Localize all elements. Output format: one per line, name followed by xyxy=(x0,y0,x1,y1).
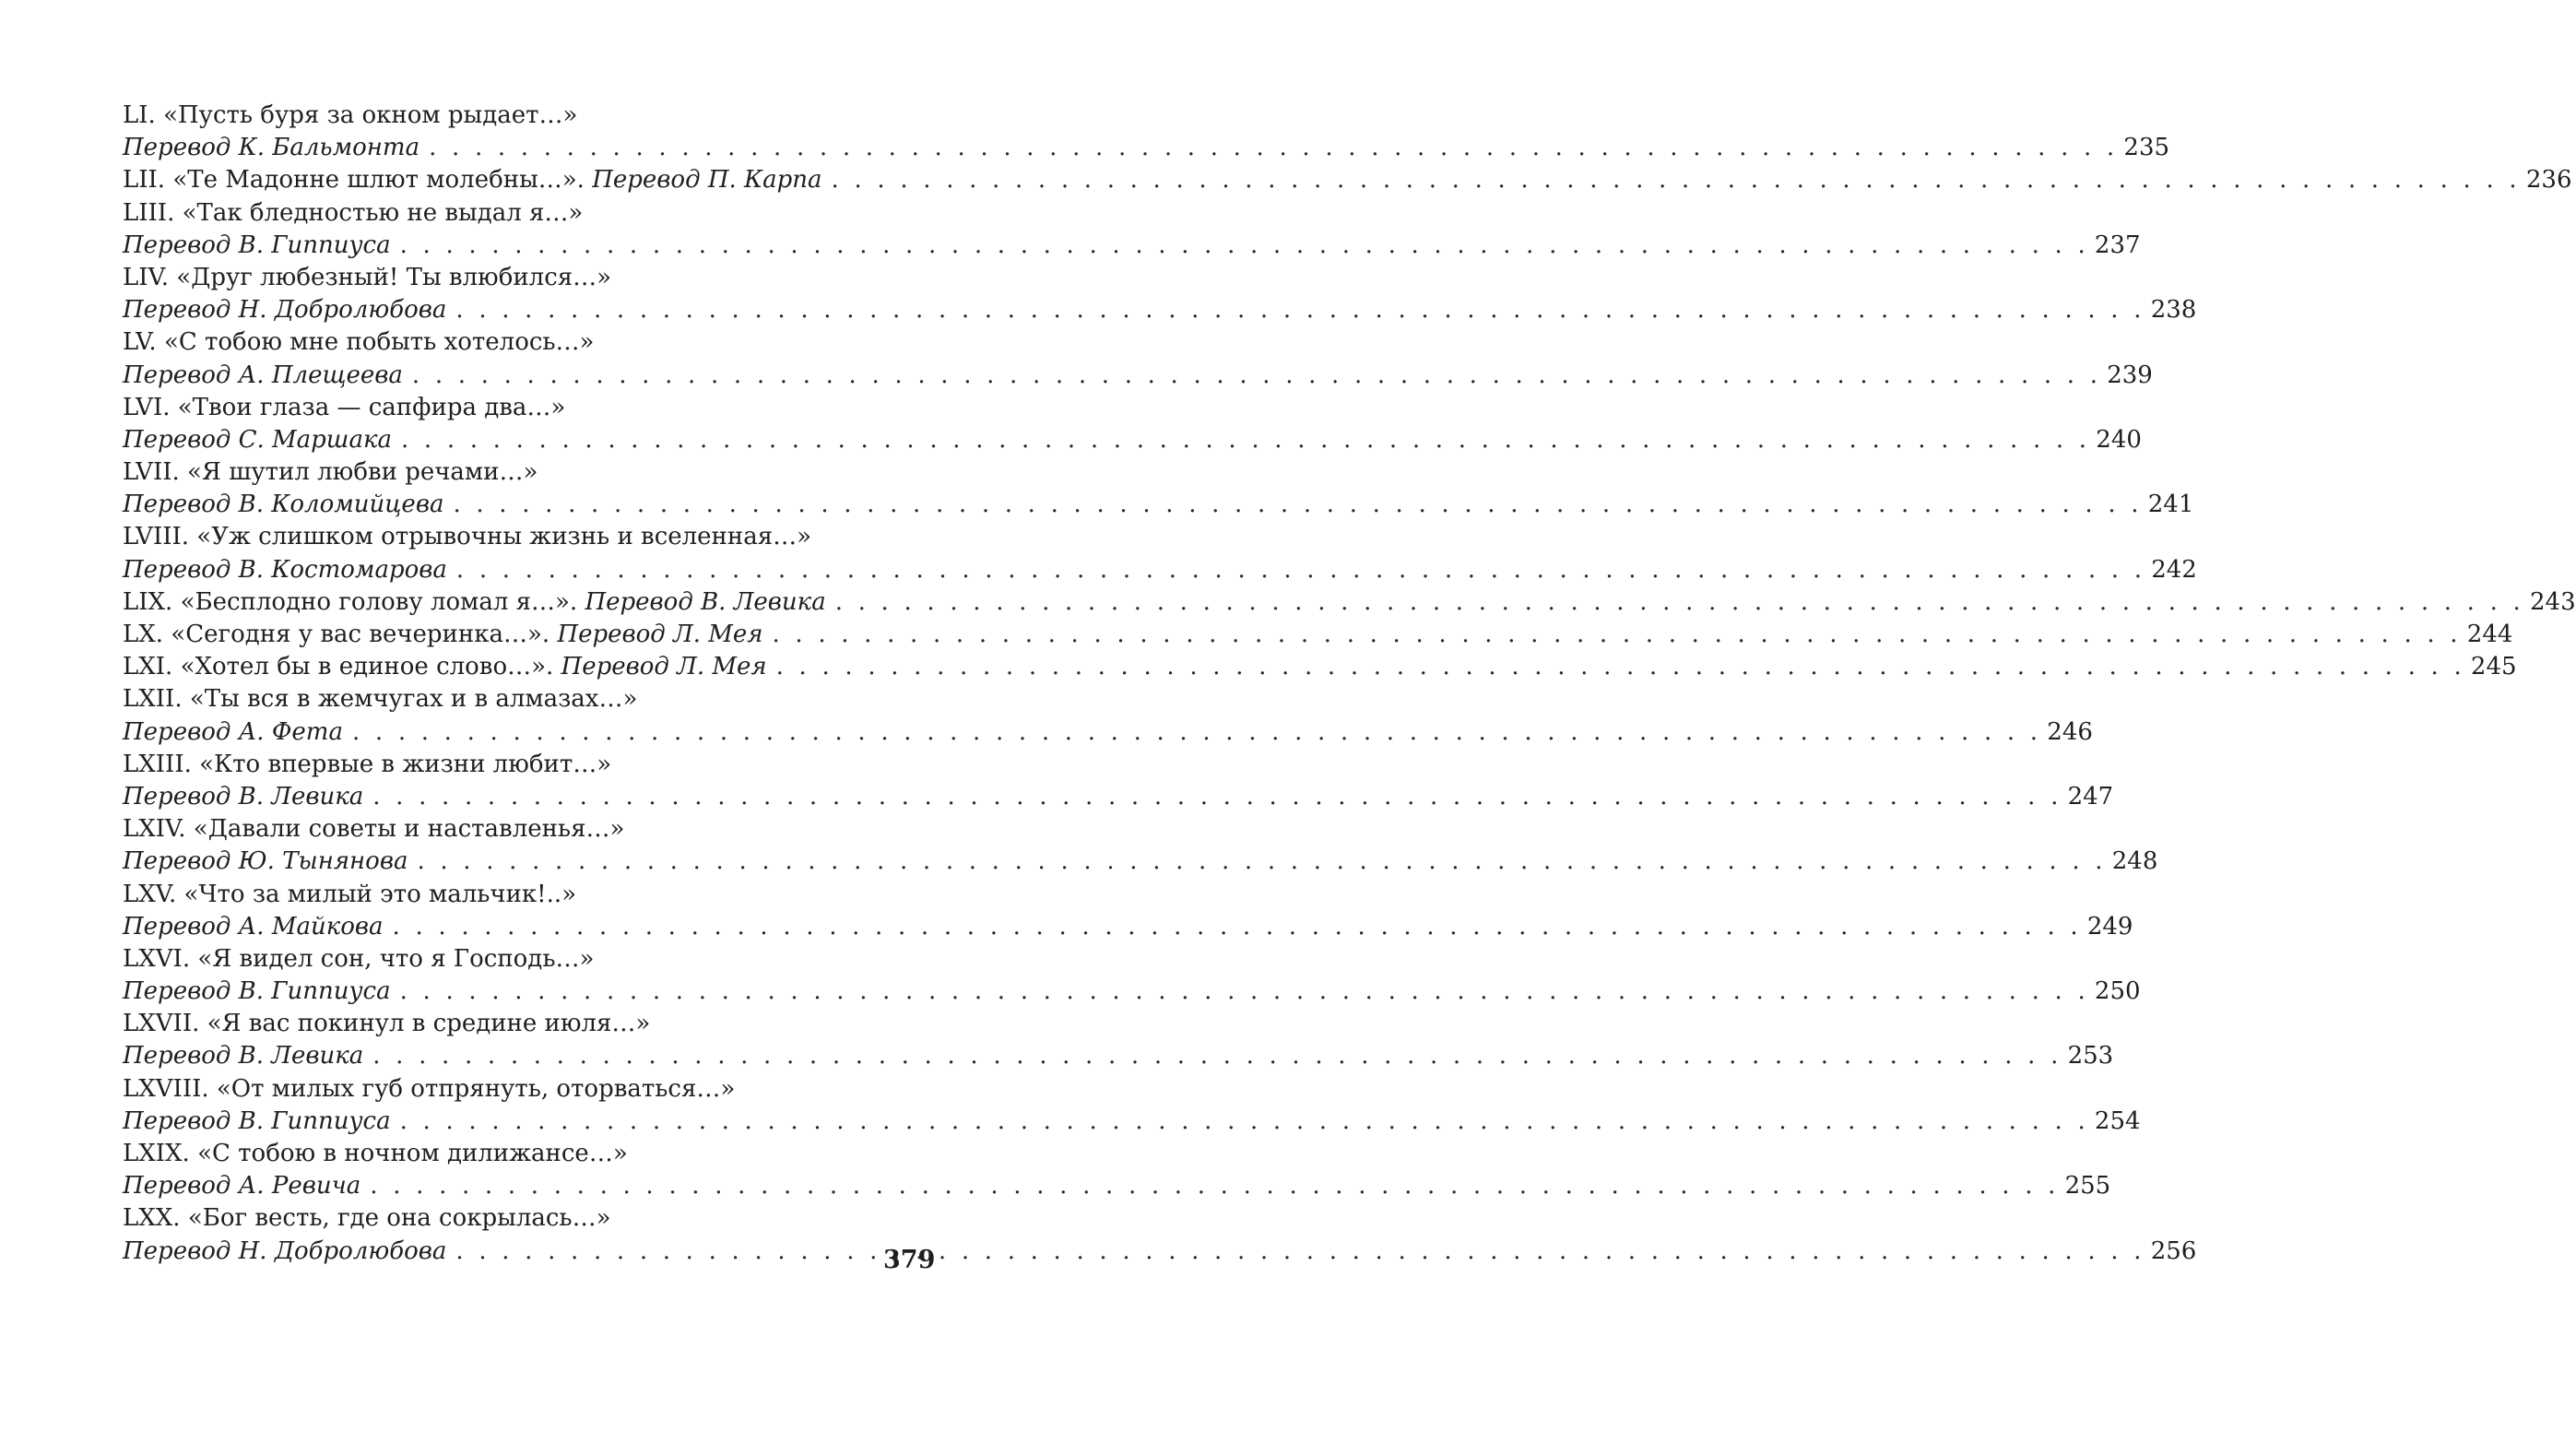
toc-entry-title xyxy=(123,683,850,716)
entry-title: LXIV. «Давали советы и наставленья…» xyxy=(123,815,625,844)
toc-entry-title xyxy=(123,521,850,553)
entry-title: LI. «Пусть буря за окном рыдает…» xyxy=(123,101,578,129)
toc-entry-title xyxy=(123,1073,850,1106)
entry-title: LIV. «Друг любезный! Ты влюбился…» xyxy=(123,263,612,291)
entry-translator: Перевод В. Левика xyxy=(123,782,364,810)
entry-translator: Перевод С. Маршака xyxy=(123,425,392,454)
dot-leader xyxy=(826,586,2530,619)
toc-entry-title xyxy=(123,392,850,424)
toc-entry-translator xyxy=(123,1106,2141,1138)
toc-entry-title xyxy=(123,456,850,489)
entry-title: LVIII. «Уж слишком отрывочны жизнь и вселенная…» xyxy=(123,523,812,551)
entry-title: LIII. «Так бледностью не выдал я…» xyxy=(123,198,584,227)
entry-translator: Перевод В. Костомарова xyxy=(123,555,447,584)
entry-translator: Перевод В. Левика xyxy=(585,587,826,616)
entry-translator: Перевод В. Левика xyxy=(123,1042,364,1071)
page-number: 379 xyxy=(883,1246,936,1274)
dot-leader xyxy=(391,230,2095,262)
toc-entry-translator xyxy=(123,1040,2114,1072)
toc-entry xyxy=(123,651,2517,683)
entry-translator: Перевод В. Коломийцева xyxy=(123,491,444,519)
entry-translator: Перевод Н. Добролюбова xyxy=(123,1236,447,1265)
toc-entry-translator xyxy=(123,554,2197,586)
entry-page: 245 xyxy=(2470,653,2517,681)
entry-page: 256 xyxy=(2150,1236,2197,1265)
entry-page: 250 xyxy=(2094,977,2141,1006)
toc-entry-translator xyxy=(123,911,2133,943)
entry-title: LXVI. «Я видел сон, что я Господь…» xyxy=(123,944,595,973)
toc-entry-title xyxy=(123,1008,850,1040)
toc-entry-translator xyxy=(123,294,2197,326)
entry-page: 255 xyxy=(2064,1172,2111,1201)
entry-title: LXVII. «Я вас покинул в средине июля…» xyxy=(123,1010,651,1038)
dot-leader xyxy=(762,619,2466,651)
entry-translator: Перевод А. Плещеева xyxy=(123,361,403,389)
entry-title: LXIX. «С тобою в ночном дилижансе…» xyxy=(123,1140,628,1167)
entry-page: 248 xyxy=(2111,847,2158,876)
entry-title: LVII. «Я шутил любви речами…» xyxy=(123,458,538,487)
entry-translator: Перевод В. Гиппиуса xyxy=(123,977,391,1006)
entry-title: LXII. «Ты вся в жемчугах и в алмазах…» xyxy=(123,685,638,714)
entry-page: 240 xyxy=(2096,425,2142,454)
entry-page: 249 xyxy=(2086,912,2133,940)
entry-translator: Перевод Н. Добролюбова xyxy=(123,296,447,325)
dot-leader xyxy=(443,489,2147,521)
dot-leader xyxy=(363,781,2067,813)
toc-entry-translator xyxy=(123,846,2158,878)
toc-entry-translator xyxy=(123,360,2153,392)
entry-page: 243 xyxy=(2530,587,2576,616)
entry-title: LXI. «Хотел бы в единое слово…». xyxy=(123,653,554,681)
toc-entry-translator xyxy=(123,132,2170,164)
toc-entry xyxy=(123,586,2576,619)
dot-leader xyxy=(391,1106,2095,1138)
entry-title: LXX. «Бог весть, где она сокрылась…» xyxy=(123,1204,611,1233)
toc-entry-translator xyxy=(123,489,2194,521)
entry-page: 247 xyxy=(2067,782,2114,810)
dot-leader xyxy=(447,554,2151,586)
dot-leader xyxy=(446,294,2150,326)
entry-translator: Перевод П. Карпа xyxy=(592,166,822,195)
toc-entry-translator xyxy=(123,716,2093,749)
entry-translator: Перевод К. Бальмонта xyxy=(123,134,420,162)
entry-page: 244 xyxy=(2466,621,2513,648)
entry-title: LV. «С тобою мне побыть хотелось…» xyxy=(123,328,595,357)
entry-title: LII. «Те Мадонне шлют молебны…». xyxy=(123,166,585,195)
dot-leader xyxy=(446,1236,2150,1268)
entry-title: LVI. «Твои глаза — сапфира два…» xyxy=(123,393,566,421)
toc-entry-translator xyxy=(123,230,2141,262)
toc-entry-title xyxy=(123,879,850,911)
toc-entry-title xyxy=(123,1202,850,1235)
dot-leader xyxy=(767,651,2471,683)
entry-page: 236 xyxy=(2525,166,2572,195)
entry-page: 238 xyxy=(2150,296,2197,325)
entry-page: 246 xyxy=(2047,717,2093,746)
dot-leader xyxy=(343,716,2047,749)
entry-translator: Перевод Ю. Тынянова xyxy=(123,847,408,876)
dot-leader xyxy=(822,164,2526,196)
dot-leader xyxy=(384,911,2087,943)
toc-entry-title xyxy=(123,326,850,359)
toc-entry-title xyxy=(123,100,850,132)
toc-entry xyxy=(123,164,2572,196)
entry-page: 239 xyxy=(2107,361,2153,389)
toc-entry-translator xyxy=(123,781,2114,813)
dot-leader xyxy=(363,1040,2067,1072)
dot-leader xyxy=(360,1170,2064,1202)
dot-leader xyxy=(392,424,2096,456)
entry-page: 242 xyxy=(2151,555,2197,584)
toc-entry-title xyxy=(123,197,850,230)
dot-leader xyxy=(419,132,2123,164)
toc-entry xyxy=(123,619,2513,651)
toc-entry-translator xyxy=(123,976,2141,1008)
entry-title: LIX. «Бесплодно голову ломал я…». xyxy=(123,587,578,616)
entry-translator: Перевод А. Майкова xyxy=(123,912,384,940)
toc-entry-title xyxy=(123,813,850,846)
toc-entry-title xyxy=(123,943,850,976)
dot-leader xyxy=(403,360,2107,392)
entry-title: LXV. «Что за милый это мальчик!..» xyxy=(123,880,577,908)
entry-page: 254 xyxy=(2094,1106,2141,1135)
entry-page: 253 xyxy=(2067,1042,2114,1071)
toc-entry-title xyxy=(123,1138,850,1170)
toc-entry-title xyxy=(123,749,850,781)
dot-leader xyxy=(408,846,2111,878)
entry-page: 241 xyxy=(2147,491,2194,519)
entry-translator: Перевод А. Ревича xyxy=(123,1172,361,1201)
dot-leader xyxy=(391,976,2095,1008)
entry-translator: Перевод В. Гиппиуса xyxy=(123,231,391,259)
entry-page: 235 xyxy=(2123,134,2170,162)
entry-title: LXVIII. «От милых губ отпрянуть, оторваться…» xyxy=(123,1074,736,1103)
entry-translator: Перевод В. Гиппиуса xyxy=(123,1106,391,1135)
toc-entry-translator xyxy=(123,424,2142,456)
entry-translator: Перевод Л. Мея xyxy=(557,621,763,648)
entry-title: LXIII. «Кто впервые в жизни любит…» xyxy=(123,750,612,778)
entry-page: 237 xyxy=(2094,231,2141,259)
toc-entry-translator xyxy=(123,1170,2111,1202)
entry-translator: Перевод Л. Мея xyxy=(561,653,767,681)
toc-entry-title xyxy=(123,262,850,294)
entry-translator: Перевод А. Фета xyxy=(123,717,343,746)
entry-title: LX. «Сегодня у вас вечеринка…». xyxy=(123,621,550,648)
